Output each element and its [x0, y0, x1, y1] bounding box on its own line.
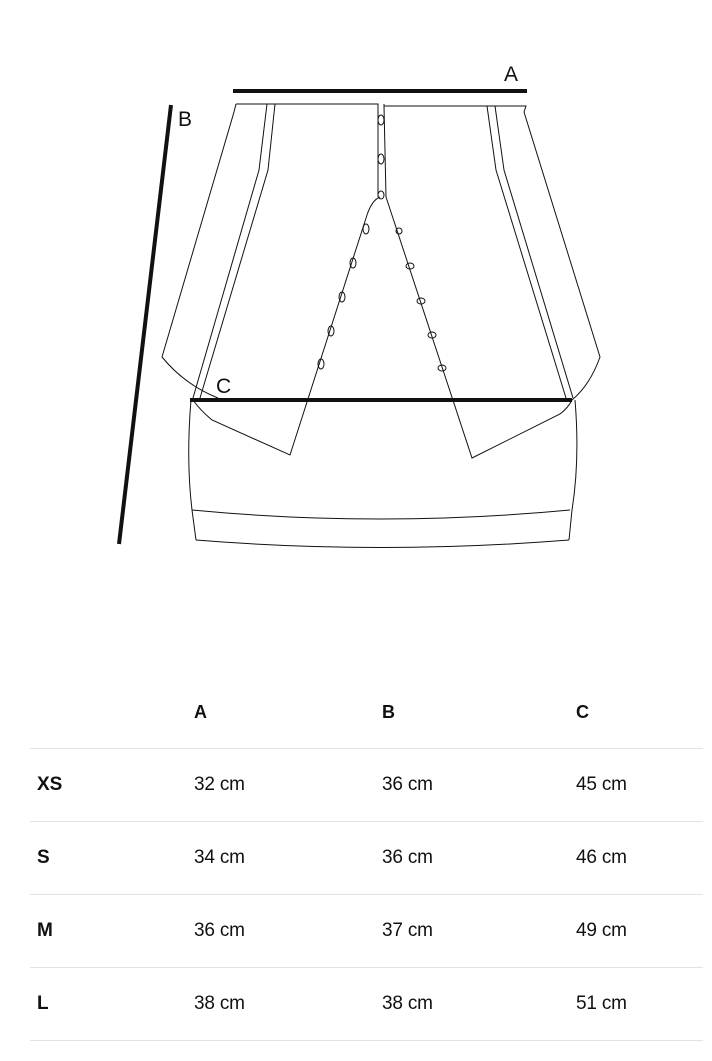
header-b: B: [382, 702, 395, 722]
table-row: [30, 968, 703, 1041]
measurement-a: 38 cm: [194, 993, 245, 1014]
measurement-b: 36 cm: [382, 847, 433, 868]
measurement-c: 45 cm: [576, 774, 627, 795]
measurement-b: 37 cm: [382, 920, 433, 941]
dimension-line-b: [119, 105, 171, 544]
header-c: C: [576, 702, 589, 722]
measurement-c: 51 cm: [576, 993, 627, 1014]
label-a: A: [504, 63, 519, 86]
label-b: B: [178, 108, 193, 131]
label-c: C: [216, 375, 232, 398]
table-row: [30, 822, 703, 895]
measurement-a: 34 cm: [194, 847, 245, 868]
measurement-b: 38 cm: [382, 993, 433, 1014]
size-label: S: [37, 847, 50, 868]
left-panel-outline: [162, 104, 236, 398]
size-table: [30, 677, 703, 1041]
size-label: XS: [37, 774, 63, 795]
header-size: [30, 677, 194, 749]
measurement-a: 32 cm: [194, 774, 245, 795]
table-row: [30, 749, 703, 822]
size-label: M: [37, 920, 53, 941]
header-a: A: [194, 702, 207, 722]
measurement-a: 36 cm: [194, 920, 245, 941]
table-row: [30, 895, 703, 968]
measurement-c: 46 cm: [576, 847, 627, 868]
measurement-c: 49 cm: [576, 920, 627, 941]
measurement-b: 36 cm: [382, 774, 433, 795]
size-label: L: [37, 993, 49, 1014]
table-header-row: [30, 677, 703, 749]
